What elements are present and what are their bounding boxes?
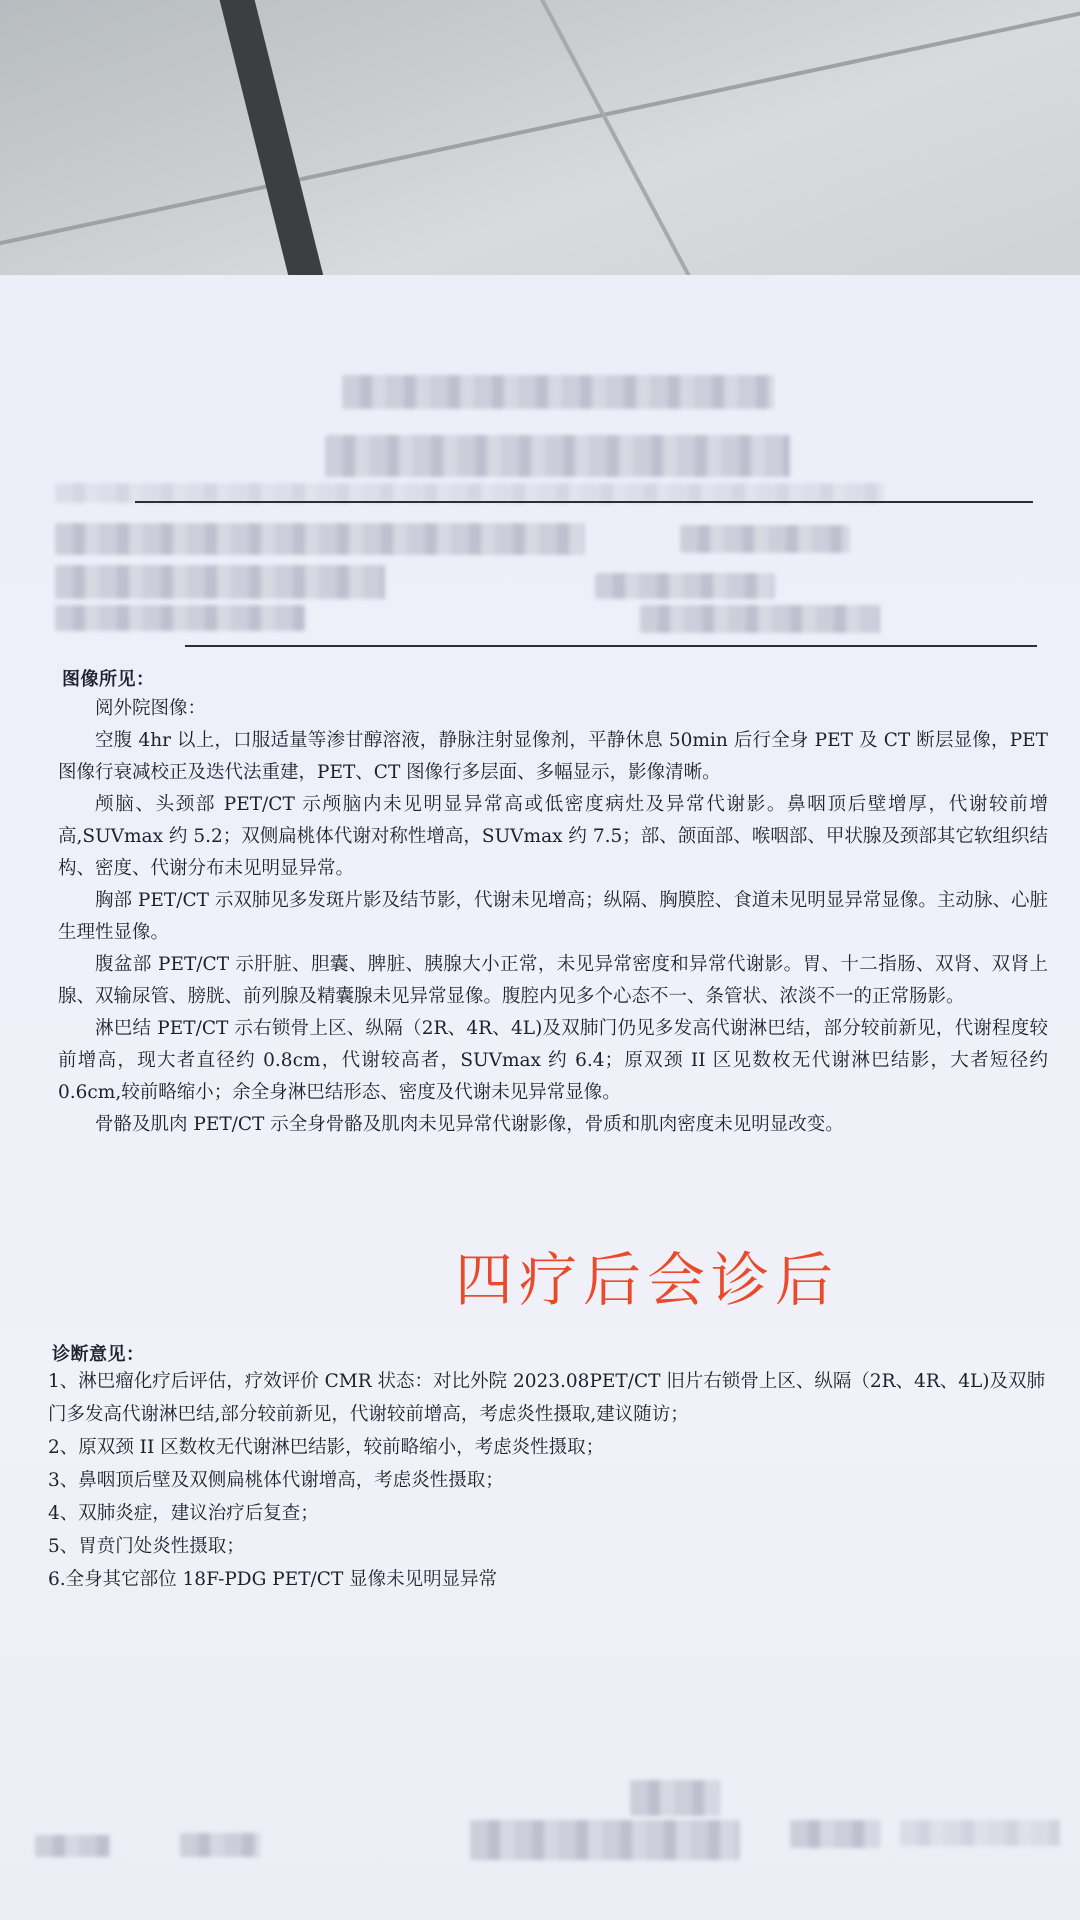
redacted-footer — [790, 1820, 880, 1848]
floor-seam — [522, 0, 723, 290]
redacted-footer — [35, 1835, 110, 1857]
findings-paragraph: 骨骼及肌肉 PET/CT 示全身骨骼及肌肉未见异常代谢影像，骨质和肌肉密度未见明显改变。 — [95, 1114, 844, 1135]
redacted-patient-info — [595, 573, 775, 599]
diagnosis-item: 3、鼻咽顶后壁及双侧扁桃体代谢增高，考虑炎性摄取； — [48, 1470, 504, 1491]
floor-background — [0, 0, 1080, 290]
report-paper — [0, 275, 1080, 1920]
redacted-report-title — [325, 435, 790, 477]
redacted-footer — [900, 1820, 1060, 1846]
header-rule-bottom — [185, 645, 1037, 647]
redacted-hospital-name — [342, 375, 774, 409]
findings-paragraph: 胸部 PET/CT 示双肺见多发斑片影及结节影，代谢未见增高；纵隔、胸膜腔、食道未见明显异常显像。主动脉、心脏生理性显像。 — [58, 890, 1048, 943]
post-treatment-annotation: 四疗后会诊后 — [455, 1246, 840, 1314]
redacted-footer — [630, 1780, 720, 1816]
redacted-patient-info — [55, 523, 585, 555]
redacted-patient-info — [55, 565, 385, 599]
dark-strap — [212, 0, 332, 290]
diagnosis-item: 2、原双颈 II 区数枚无代谢淋巴结影，较前略缩小，考虑炎性摄取； — [48, 1437, 605, 1458]
redacted-footer — [180, 1833, 260, 1857]
diagnosis-heading: 诊断意见： — [52, 1344, 145, 1365]
findings-paragraph: 颅脑、头颈部 PET/CT 示颅脑内未见明显异常高或低密度病灶及异常代谢影。鼻咽顶后壁增厚，代谢较前增高,SUVmax 约 5.2；双侧扁桃体代谢对称性增高，SUVmax 约 7.5；部、颌面部、喉咽部、甲状腺及颈部其它软组织结构、密度、代谢分布未见明显异常。 — [58, 794, 1048, 879]
findings-paragraph: 阅外院图像： — [95, 698, 207, 719]
redacted-patient-info — [640, 605, 880, 633]
floor-seam — [0, 0, 1080, 259]
redacted-patient-info — [55, 605, 305, 631]
diagnosis-item: 5、胃贲门处炎性摄取； — [48, 1536, 245, 1557]
findings-heading: 图像所见： — [62, 669, 155, 690]
diagnosis-item: 6.全身其它部位 18F-PDG PET/CT 显像未见明显异常 — [48, 1569, 498, 1590]
diagnosis-item: 1、淋巴瘤化疗后评估，疗效评价 CMR 状态：对比外院 2023.08PET/CT 旧片右锁骨上区、纵隔（2R、4R、4L)及双肺门多发高代谢淋巴结,部分较前新见，代谢较前增高，考虑炎性摄取,建议随访； — [48, 1371, 1046, 1425]
redacted-patient-info — [680, 525, 850, 553]
findings-paragraph: 腹盆部 PET/CT 示肝脏、胆囊、脾脏、胰腺大小正常，未见异常密度和异常代谢影。胃、十二指肠、双肾、双肾上腺、双输尿管、膀胱、前列腺及精囊腺未见异常显像。腹腔内见多个心态不一、条管状、浓淡不一的正常肠影。 — [58, 954, 1048, 1007]
redacted-footer — [470, 1820, 740, 1860]
findings-paragraph: 空腹 4hr 以上，口服适量等渗甘醇溶液，静脉注射显像剂，平静休息 50min 后行全身 PET 及 CT 断层显像，PET 图像行衰减校正及迭代法重建，PET、CT 图像行多层面、多幅显示，影像清晰。 — [58, 730, 1048, 783]
header-rule-top — [135, 501, 1033, 503]
diagnosis-item: 4、双肺炎症，建议治疗后复查； — [48, 1503, 319, 1524]
findings-body — [58, 693, 1048, 1141]
findings-paragraph: 淋巴结 PET/CT 示右锁骨上区、纵隔（2R、4R、4L)及双肺门仍见多发高代谢淋巴结，部分较前新见，代谢程度较前增高，现大者直径约 0.8cm，代谢较高者，SUVmax 约 6.4；原双颈 II 区见数枚无代谢淋巴结影，大者短径约 0.6cm,较前略缩小；余全身淋巴结形态、密度及代谢未见异常显像。 — [58, 1018, 1048, 1103]
diagnosis-list — [48, 1365, 1058, 1596]
redacted-patient-info — [55, 483, 885, 503]
